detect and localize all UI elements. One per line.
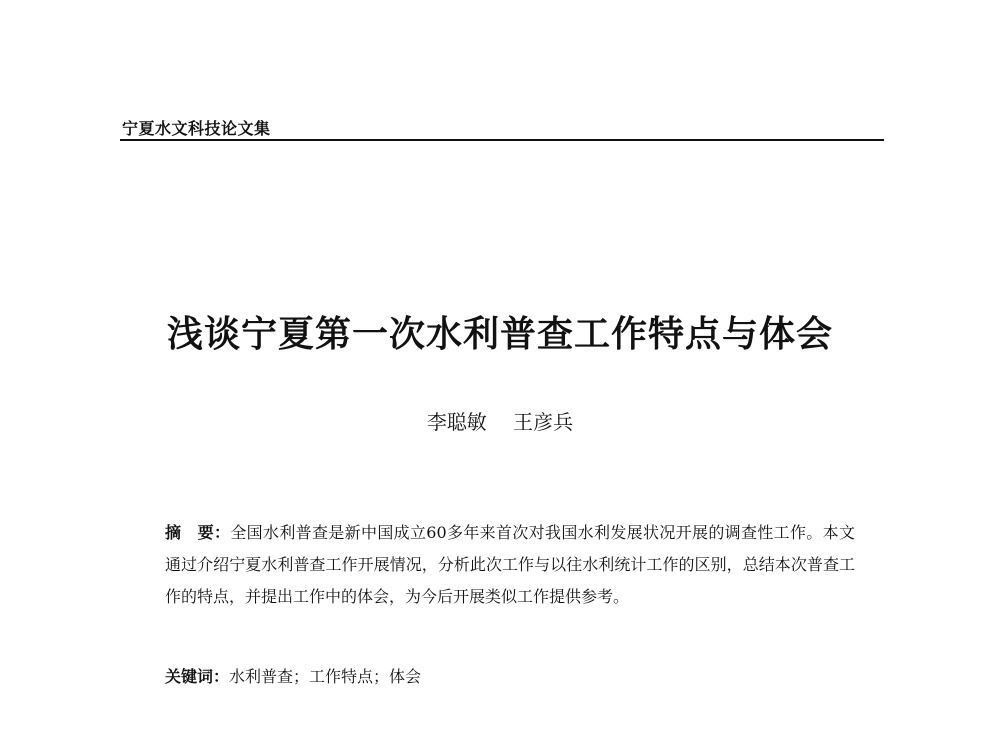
article-title: 浅谈宁夏第一次水利普查工作特点与体会 — [166, 313, 833, 355]
keywords — [165, 661, 855, 693]
keywords-label: 关键词： — [165, 667, 230, 686]
author-list — [0, 406, 1000, 435]
header-rule — [120, 139, 884, 141]
abstract-text: 全国水利普查是新中国成立60多年来首次对我国水利发展状况开展的调查性工作。本文通过介绍宁夏水利普查工作开展情况，分析此次工作与以往水利统计工作的区别，总结本次普查工作的特点，并提出工作中的体会，为今后开展类似工作提供参考。 — [165, 523, 855, 606]
abstract — [165, 517, 855, 613]
running-header: 宁夏水文科技论文集 — [122, 119, 271, 138]
author-2: 王彦兵 — [513, 410, 574, 434]
abstract-label: 摘 要： — [165, 523, 231, 542]
author-1: 李聪敏 — [426, 410, 487, 434]
keywords-text: 水利普查；工作特点；体会 — [229, 667, 422, 686]
